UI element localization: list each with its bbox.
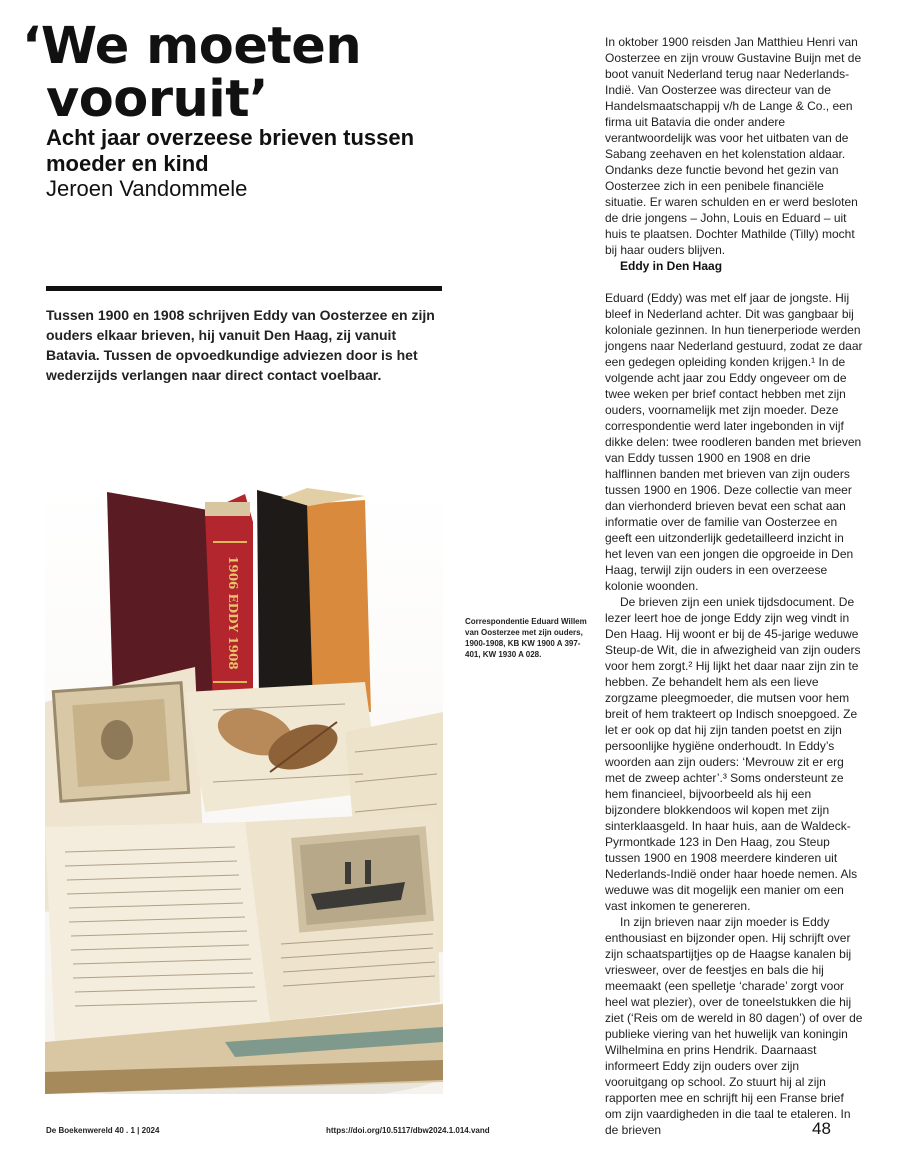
title-line-2: vooruit’: [46, 70, 269, 129]
article-intro: Tussen 1900 en 1908 schrijven Eddy van Oosterzee en zijn ouders elkaar brieven, hij vanuit Den Haag, zij vanuit Batavia. Tussen de opvoedkundige adviezen door is het wederzijds verlangen naar direct contact voelbaar.: [46, 307, 435, 383]
spine-label: 1906 EDDY 1908: [226, 556, 240, 670]
section-heading: Eddy in Den Haag: [620, 259, 723, 273]
title-divider: [46, 286, 442, 291]
body-column-top: [605, 34, 863, 258]
paragraph: In oktober 1900 reisden Jan Matthieu Henri van Oosterzee en zijn vrouw Gustavine Buijn met de boot vanuit Nederland terug naar Nederlands-Indië. Van Oosterzee was directeur van de Handelsmaatschappij v/h de Lange & Co., een firma uit Batavia die onder andere verantwoordelijk was voor het uitbaten van de Sabang zeehaven en het kolenstation aldaar. Ondanks deze functie bevond het gezin van Oosterzee zich in een penibele financiële situatie. Er waren schulden en er werd besloten de drie jongens – John, Louis en Eduard – uit huis te plaatsen. Dochter Mathilde (Tilly) mocht bij haar ouders blijven.: [605, 35, 862, 257]
title-line-1: ‘We moeten: [22, 17, 362, 76]
paragraph: Eduard (Eddy) was met elf jaar de jongste. Hij bleef in Nederland achter. Dit was gangbaar bij koloniale gezinnen. In hun tienerperiode werden jongens naar Nederland gestuurd, zodat ze daar een gedegen opleiding konden krijgen.¹ In de volgende acht jaar zou Eddy ongeveer om de twee weken per brief contact hebben met zijn ouders, voornamelijk met zijn moeder. Deze correspondentie werd later ingebonden in vijf dikke delen: twee roodleren banden met brieven van Eddy tussen 1900 en 1908 en drie halflinnen banden met brieven van zijn ouders tussen 1900 en 1906. Deze collectie van meer dan vierhonderd brieven bevat een schat aan informatie over de familie van Oosterzee en geeft een uitzonderlijk gedetailleerd inzicht in het leven van een jongen die opgroeide in Den Haag, terwijl zijn ouders in een overzeese kolonie woonden.: [605, 291, 863, 593]
doi-link[interactable]: https://doi.org/10.5117/dbw2024.1.014.vand: [326, 1126, 490, 1135]
paragraph: De brieven zijn een uniek tijdsdocument. De lezer leert hoe de jonge Eddy zijn weg vindt in Den Haag. Hij woont er bij de 45-jarige weduwe Steup-de Wit, die in afwezigheid van zijn ouders voor hem zorgt.² Hij lijkt het daar naar zijn zin te hebben. Ze behandelt hem als een lieve zorgzame pleegmoeder, die mutsen voor hem breit of hem trakteert op Indisch snoepgoed. Ze let er ook op dat hij zijn tanden poetst en zijn persoonlijke hygiëne onderhoudt. In Eddy’s woorden aan zijn ouders: ‘Mevrouw zit er erg met de zweep achter’.³ Soms ondersteunt ze hem financieel, bijvoorbeeld als hij een bijzondere blokkendoos wil kopen met zijn sinterklaasgeld. In haar huis, aan de Waldeck-Pyrmontkade 123 in Den Haag, zou Steup tussen 1900 en 1908 meerdere kinderen uit Nederlands-Indië onder haar hoede nemen. Als weduwe was dit mogelijk een manier om een vast inkomen te genereren.: [605, 595, 861, 913]
body-column-main: [605, 290, 863, 1138]
journal-citation: De Boekenwereld 40 . 1 | 2024: [46, 1126, 160, 1135]
paragraph: In zijn brieven naar zijn moeder is Eddy enthousiast en bijzonder open. Hij schrijft over zijn schaatspartijtjes op de Haagse kanalen bij vriesweer, over de feestjes en bals die hij meemaakt (een spelletje ‘charade’ zorgt voor heel wat plezier), over de toneelstukken die hij ziet (‘Reis om de wereld in 80 dagen’) of over de publieke viering van het huwelijk van koningin Wilhelmina en prins Hendrik. Daarnaast informeert Eddy zijn ouders over zijn vooruitgang op school. Zo stuurt hij al zijn rapporten mee en schrijft hij een Franse brief om zijn vaardigheden in die taal te etaleren. In de brieven: [605, 915, 863, 1137]
figure-caption: Correspondentie Eduard Willem van Oosterzee met zijn ouders, 1900-1908, KB KW 1900 A 397-401, KW 1930 A 028.: [465, 617, 587, 659]
article-subtitle: Acht jaar overzeese brieven tussen moeder en kind: [46, 125, 415, 176]
page-number: 48: [812, 1119, 831, 1138]
correspondence-photo: [45, 482, 443, 1094]
article-title: [22, 17, 442, 129]
article-author: Jeroen Vandommele: [46, 176, 248, 201]
